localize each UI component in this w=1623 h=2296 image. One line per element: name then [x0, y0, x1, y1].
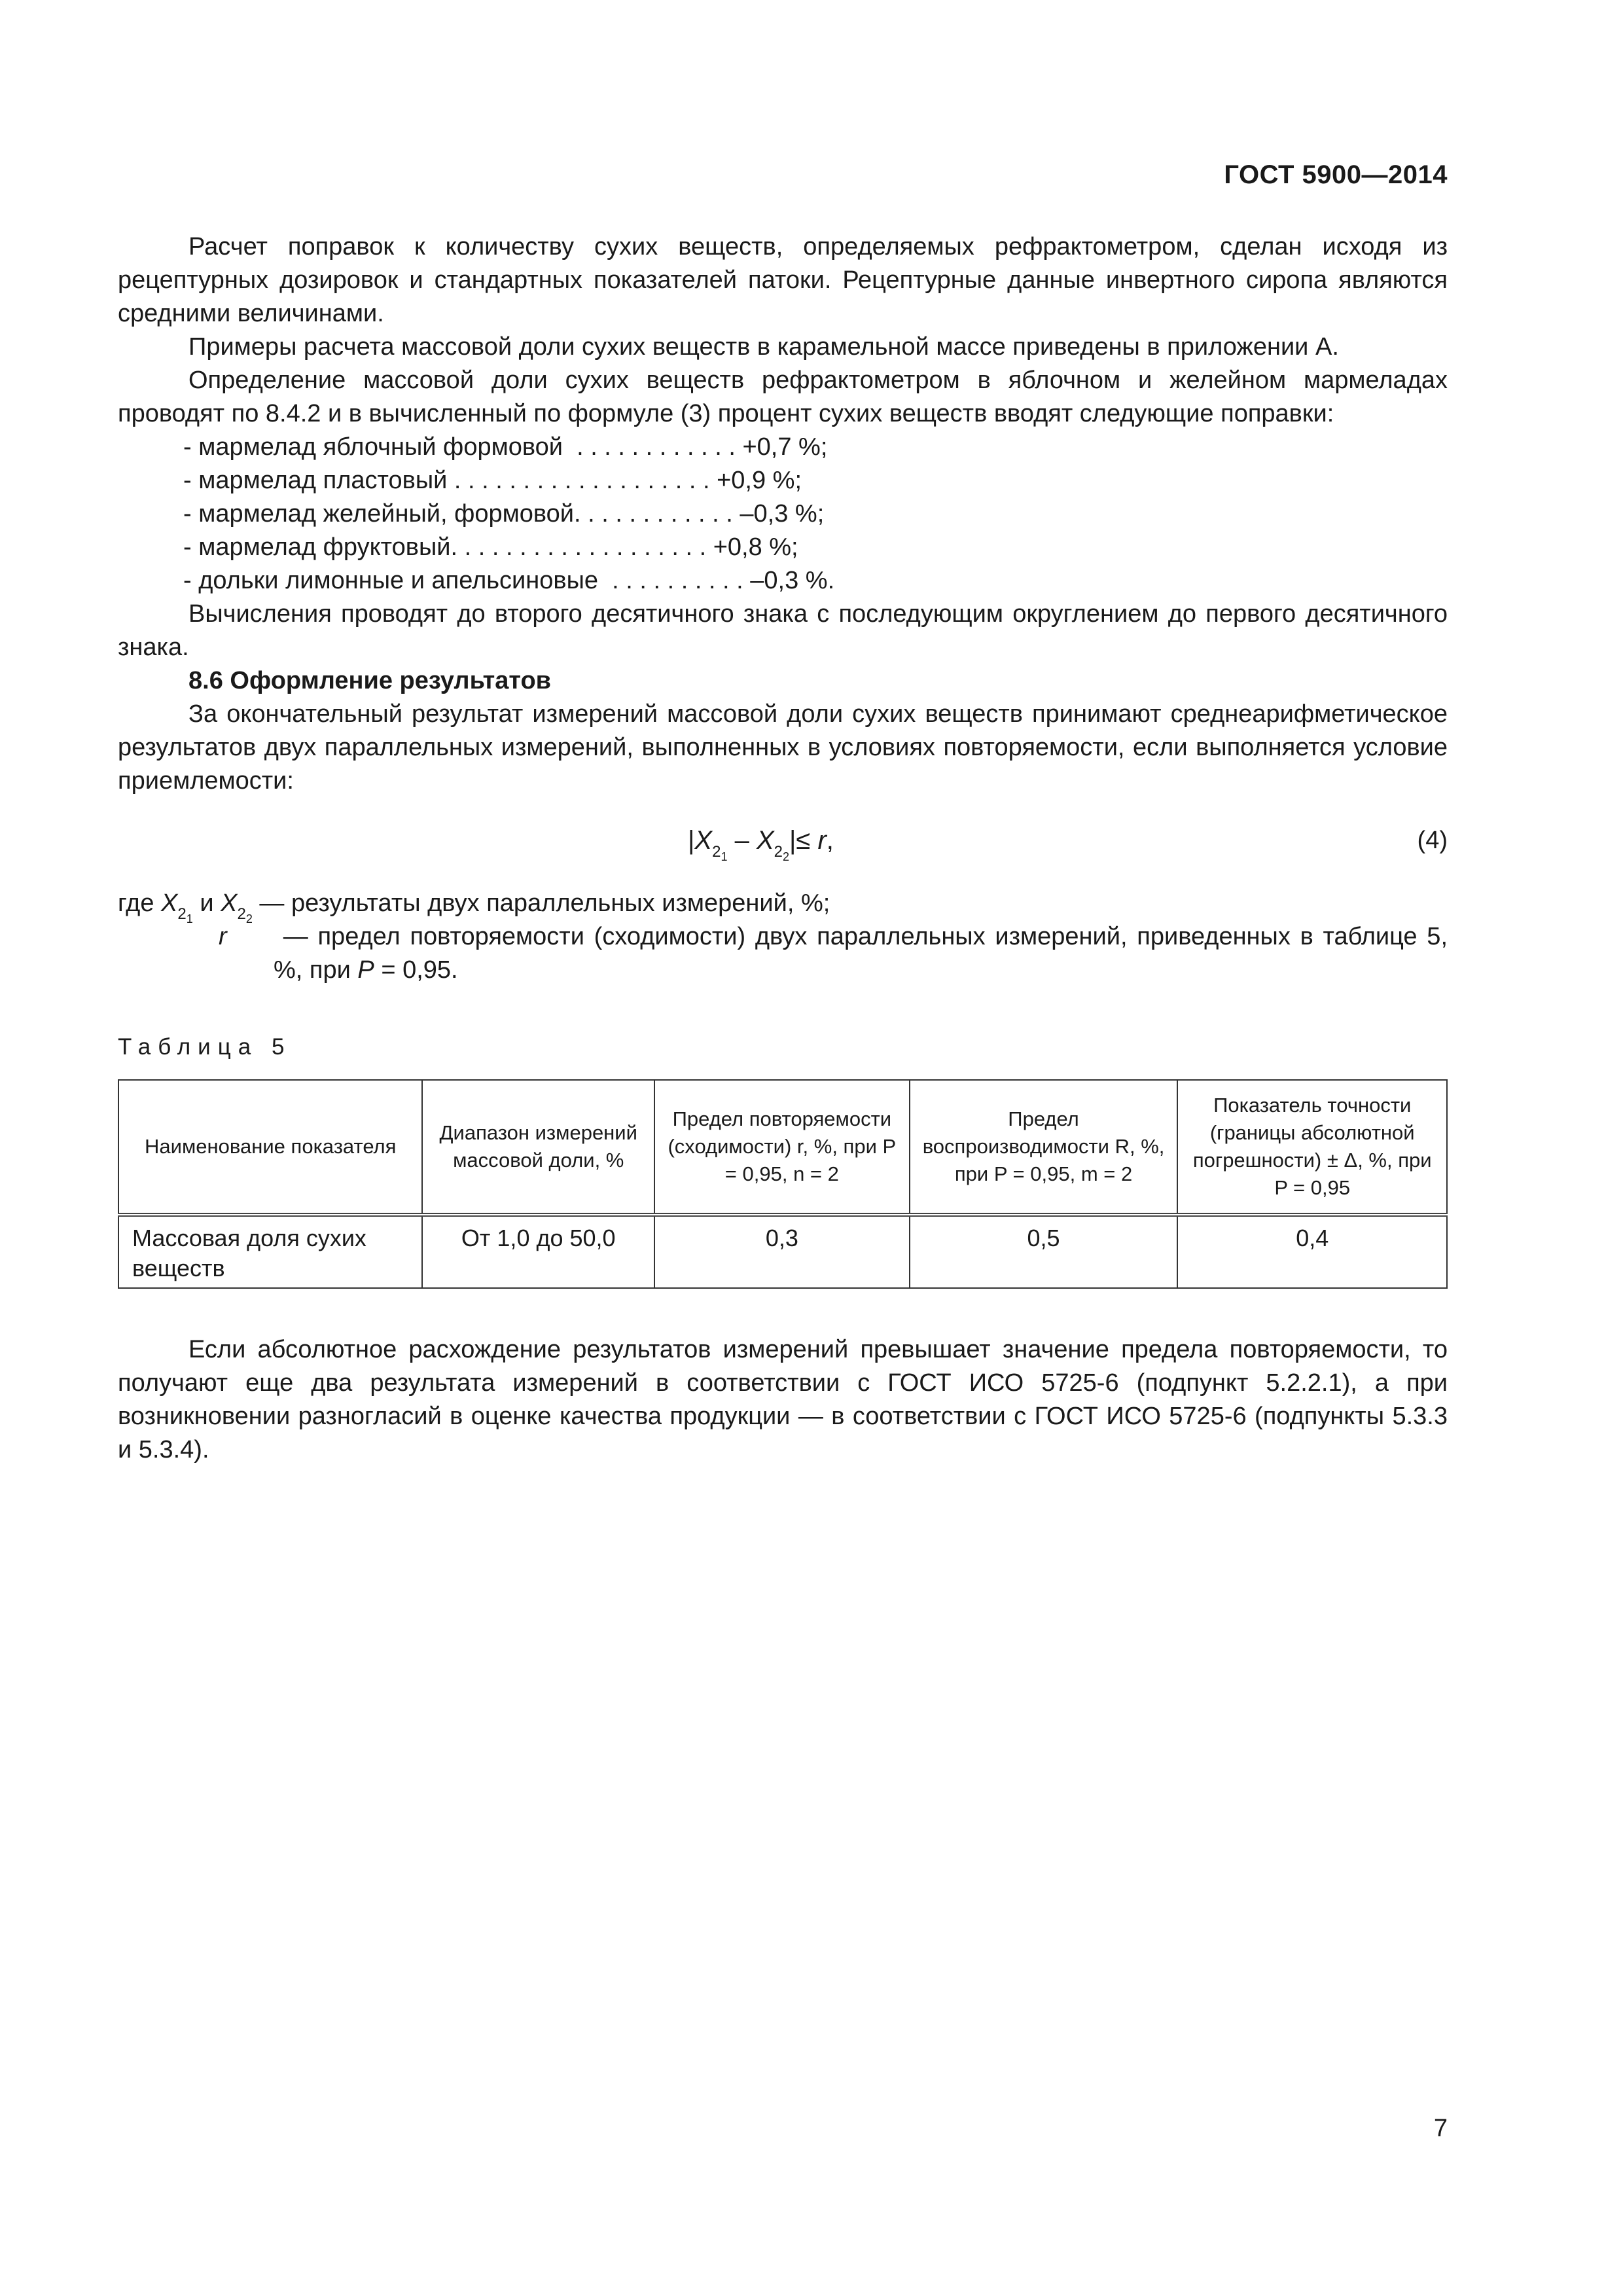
formula-legend — [118, 887, 1448, 987]
list-item: - мармелад яблочный формовой . . . . . . . . . . . . +0,7 %; — [183, 433, 828, 461]
table-header-row — [118, 1080, 1447, 1215]
paragraph-discrepancy: Если абсолютное расхождение результатов измерений превышает значение предела повторяемости, то получают еще два результата измерений в соответствии с ГОСТ ИСО 5725-6 (подпункт 5.2.2.1), а при возникновении разногласий в оценке качества продукции — в соответствии с ГОСТ ИСО 5725-6 (подпункты 5.3.3 и 5.3.4). — [118, 1336, 1448, 1463]
column-header: Показатель точности (границы абсолютной погрешности) ± Δ, %, при P = 0,95 — [1177, 1080, 1447, 1215]
list-item: - мармелад фруктовый. . . . . . . . . . . . . . . . . . . +0,8 %; — [183, 533, 798, 561]
table-caption: Таблица 5 — [118, 1034, 292, 1060]
table-cell: 0,5 — [910, 1215, 1178, 1288]
table-cell: Массовая доля сухих веществ — [118, 1215, 422, 1288]
formula-expression: $|X_{2_1} - X_{2_2}|\le r$, — [688, 826, 834, 863]
formula-4 — [118, 824, 1448, 870]
column-header: Наименование показателя — [118, 1080, 422, 1215]
section-heading — [118, 664, 1448, 698]
table-cell: От 1,0 до 50,0 — [422, 1215, 654, 1288]
list-item: - дольки лимонные и апельсиновые . . . . . . . . . . –0,3 %. — [183, 567, 835, 594]
page-number: 7 — [1433, 2115, 1448, 2142]
formula-number: (4) — [1417, 827, 1448, 854]
section-title: Оформление результатов — [230, 667, 552, 694]
paragraph-examples-reference: Примеры расчета массовой доли сухих веществ в карамельной массе приведены в приложении А. — [188, 333, 1339, 361]
legend-r: r — предел повторяемости (сходимости) двух параллельных измерений, приведенных в таблице 5, %, при P = 0,95. — [219, 923, 1448, 984]
standard-header: ГОСТ 5900—2014 — [1224, 160, 1448, 189]
paragraph-marmalade-corrections: Определение массовой доли сухих веществ рефрактометром в яблочном и желейном мармеладах проводят по 8.4.2 и в вычисленный по формуле (3) процент сухих веществ вводят следующие поправки: — [118, 367, 1448, 427]
paragraph-final-result: За окончательный результат измерений массовой доли сухих веществ принимают среднеарифметическое результатов двух параллельных измерений, выполненных в условиях повторяемости, если выполняется условие приемлемости: — [118, 700, 1448, 795]
list-item: - мармелад желейный, формовой. . . . . . . . . . . . –0,3 %; — [183, 500, 825, 528]
table-5 — [118, 1079, 1448, 1289]
column-header: Предел воспроизводимости R, %, при P = 0,95, m = 2 — [910, 1080, 1178, 1215]
section-number: 8.6 — [188, 667, 223, 694]
table-cell: 0,3 — [654, 1215, 910, 1288]
table-cell: 0,4 — [1177, 1215, 1447, 1288]
legend-x: где $X_{2_1}$ и $X_{2_2}$ — результаты двух параллельных измерений, %; — [118, 889, 830, 925]
paragraph-rounding: Вычисления проводят до второго десятичного знака с последующим округлением до первого десятичного знака. — [118, 600, 1448, 661]
page-content — [118, 230, 1448, 1467]
list-item: - мармелад пластовый . . . . . . . . . . . . . . . . . . . +0,9 %; — [183, 467, 802, 494]
column-header: Диапазон измерений массовой доли, % — [422, 1080, 654, 1215]
table-row — [118, 1215, 1447, 1288]
corrections-list — [118, 431, 1448, 598]
column-header: Предел повторяемости (сходимости) r, %, при P = 0,95, n = 2 — [654, 1080, 910, 1215]
paragraph-correction-basis: Расчет поправок к количеству сухих веществ, определяемых рефрактометром, сделан исходя из рецептурных дозировок и стандартных показателей патоки. Рецептурные данные инвертного сиропа являются средними величинами. — [118, 233, 1448, 327]
